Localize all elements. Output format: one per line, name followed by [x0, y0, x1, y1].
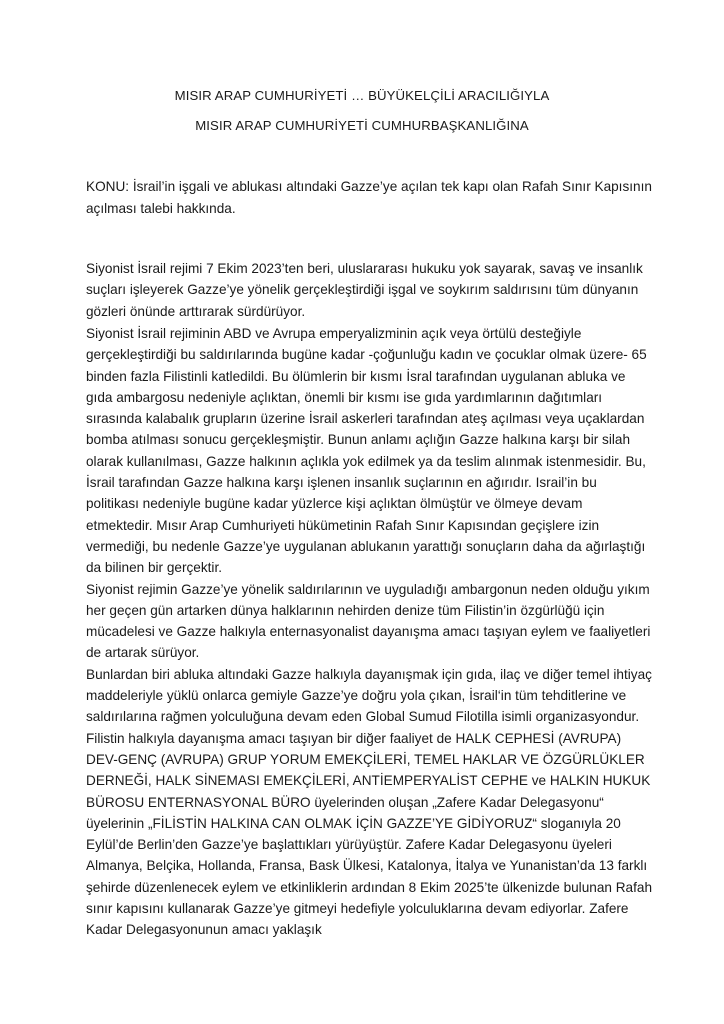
subject-section: [86, 176, 652, 220]
intro-section: [86, 258, 652, 322]
body-paragraph-3: Siyonist rejimin Gazze’ye yönelik saldırılarının ve uyguladığı ambargonun neden olduğu yıkım her geçen gün artarken dünya halklarının nehirden denize tüm Filistin’in özgürlüğü için mücadelesi ve Gazze halkıyla enternasyonalist dayanışma amacı taşıyan eylem ve faaliyetleri de artarak sürüyor.: [86, 581, 651, 661]
body-section: [86, 323, 652, 941]
body-paragraph-4: Bunlardan biri abluka altındaki Gazze halkıyla dayanışmak için gıda, ilaç ve diğer temel ihtiyaç maddeleriyle yüklü onlarca gemiyle Gazze’ye doğru yola çıkan, İsrail‘in tüm tehditlerine ve saldırılarına rağmen yolculuğuna devam eden Global Sumud Filotilla isimli organizasyondur. Filistin halkıyla dayanışma amacı taşıyan bir diğer faaliyet de HALK CEPHESİ (AVRUPA) DEV-GENÇ (AVRUPA) GRUP YORUM EMEKÇİLERİ, TEMEL HAKLAR VE ÖZGÜRLÜKLER DERNEĞİ, HALK SİNEMASI EMEKÇİLERİ, ANTİEMPERYALİST CEPHE ve HALKIN HUKUK BÜROSU ENTERNASYONAL BÜRO üyelerinden oluşan „Zafere Kadar Delegasyonu“ üyelerinin „FİLİSTİN HALKINA CAN OLMAK İÇİN GAZZE’YE GİDİYORUZ“ sloganıyla 20 Eylül’de Berlin’den Gazze’ye başlattıkları yürüyüştür. Zafere Kadar Delegasyonu üyeleri Almanya, Belçika, Hollanda, Fransa, Bask Ülkesi, Katalonya, İtalya ve Yunanistan’da 13 farklı şehirde düzenlenecek eylem ve etkinliklerin ardından 8 Ekim 2025’te ülkenizde bulunan Rafah sınır kapısını kullanarak Gazze’ye gitmeyi hedefiyle yolculuklarına devam ediyorlar. Zafere Kadar Delegasyonunun amacı yaklaşık: [86, 666, 652, 938]
subject-line: KONU: İsrail’in işgali ve ablukası altındaki Gazze’ye açılan tek kapı olan Rafah Sınır Kapısının açılması talebi hakkında.: [86, 179, 652, 216]
addressee-heading-presidency: MISIR ARAP CUMHURİYETİ CUMHURBAŞKANLIĞINA: [195, 118, 529, 133]
addressee-heading-embassy: MISIR ARAP CUMHURİYETİ … BÜYÜKELÇİLİ ARACILIĞIYLA: [174, 88, 550, 103]
body-paragraph-2: Siyonist İsrail rejiminin ABD ve Avrupa emperyalizminin açık veya örtülü desteğiyle gerçekleştirdiği bu saldırılarında bugüne kadar -çoğunluğu kadın ve çocuklar olmak üzere- 65 binden fazla Filistinli katledildi. Bu ölümlerin bir kısmı İsral tarafından uygulanan abluka ve gıda ambargosu nedeniyle açlıktan, önemli bir kısmı ise gıda yardımlarının dağıtımları sırasında kalabalık grupların üzerine İsrail askerleri tarafından ateş açılması veya uçaklardan bomba atılması sonucu gerçekleşmiştir. Bunun anlamı açlığın Gazze halkına karşı bir silah olarak kullanılması, Gazze halkının açlıkla yok edilmek ya da teslim alınmak istenmesidir. Bu, İsrail tarafından Gazze halkına karşı işlenen insanlık suçlarının en ağırıdır. Israil’in bu politikası nedeniyle bugüne kadar yüzlerce kişi açlıktan ölmüştür ve ölmeye devam etmektedir. Mısır Arap Cumhuriyeti hükümetinin Rafah Sınır Kapısından geçişlere izin vermediği, bu nedenle Gazze’ye uygulanan ablukanın yarattığı sonuçların daha da ağırlaştığı da bilinen bir gerçektir.: [86, 326, 647, 576]
body-paragraph-1: Siyonist İsrail rejimi 7 Ekim 2023’ten beri, uluslararası hukuku yok sayarak, savaş ve insanlık suçları işleyerek Gazze’ye yönelik gerçekleştirdiği işgal ve soykırım saldırısını tüm dünyanın gözleri önünde arttırarak sürdürüyor.: [86, 261, 643, 319]
